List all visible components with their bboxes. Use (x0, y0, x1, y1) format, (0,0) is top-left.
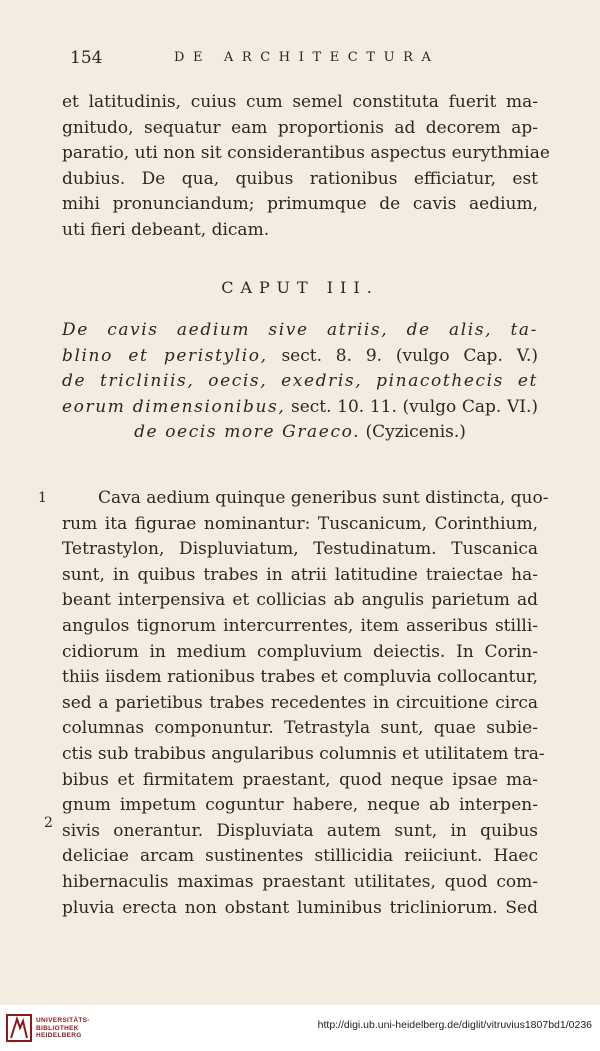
text-line: paratio, uti non sit considerantibus aspectus eurythmiae (62, 143, 550, 164)
summary-line (62, 395, 538, 421)
library-name-line: HEIDELBERG (36, 1032, 82, 1039)
library-name (36, 1017, 90, 1040)
text-line: dubius. De qua, quibus rationibus efficiatur, est (62, 168, 538, 189)
text-line: Cava aedium quinque generibus sunt distincta, quo- (98, 488, 549, 508)
text-line: bibus et firmitatem praestant, quod neque ipsae ma- (62, 769, 538, 790)
paragraph-main (62, 486, 549, 921)
margin-section-number: 2 (44, 815, 53, 831)
text-line: gnum impetum coguntur habere, neque ab interpen- (62, 795, 538, 816)
text-line: thiis iisdem rationibus trabes et compluvia collocantur, (62, 667, 538, 688)
summary-title: de oecis more Graeco. (134, 422, 361, 443)
summary-title: eorum dimensionibus, (62, 396, 286, 417)
footer-bar (0, 1005, 600, 1051)
chapter-summary (62, 318, 538, 446)
university-logo-icon[interactable] (6, 1014, 32, 1042)
text-line: angulos tignorum intercurrentes, item asseribus stilli- (62, 615, 538, 636)
summary-line (62, 369, 538, 395)
text-line: Tetrastylon, Displuviatum, Testudinatum. Tuscanica (62, 539, 538, 560)
summary-line (62, 344, 538, 370)
paragraph-intro (62, 90, 550, 244)
summary-title: blino et peristylio, (62, 345, 268, 366)
library-name-line: UNIVERSITÄTS- (36, 1017, 90, 1024)
chapter-heading: CAPUT III. (221, 278, 379, 297)
library-name-line: BIBLIOTHEK (36, 1024, 79, 1032)
text-line: sivis onerantur. Displuviata autem sunt, in quibus (62, 820, 538, 841)
running-title: DE ARCHITECTURA (174, 50, 440, 65)
text-line: gnitudo, sequatur eam proportionis ad decorem ap- (62, 117, 538, 138)
text-line: hibernaculis maximas praestant utilitates, quod com- (62, 871, 538, 892)
section-reference: sect. 10. 11. (vulgo Cap. VI.) (290, 396, 539, 417)
text-line: uti fieri debeant, dicam. (62, 219, 270, 240)
page-header (70, 48, 540, 70)
section-reference: sect. 8. 9. (vulgo Cap. V.) (281, 345, 538, 366)
text-line: sed a parietibus trabes recedentes in circuitione circa (62, 692, 538, 713)
section-reference: (Cyzicenis.) (365, 422, 466, 443)
source-url-link[interactable]: http://digi.ub.uni-heidelberg.de/diglit/vitruvius1807bd1/0236 (317, 1019, 592, 1031)
summary-title: De cavis aedium sive atriis, de alis, ta- (62, 320, 538, 340)
summary-line (62, 318, 538, 344)
text-line: pluvia erecta non obstant luminibus tricliniorum. Sed (62, 897, 538, 918)
text-line: sunt, in quibus trabes in atrii latitudine traiectae ha- (62, 564, 538, 585)
summary-title: de tricliniis, oecis, exedris, pinacothecis et (62, 371, 538, 392)
text-line: et latitudinis, cuius cum semel constituta fuerit ma- (62, 92, 538, 112)
text-line: rum ita figurae nominantur: Tuscanicum, Corinthium, (62, 513, 538, 534)
text-line: columnas componuntur. Tetrastyla sunt, quae subie- (62, 718, 538, 739)
text-line: beant interpensiva et collicias ab angulis parietum ad (62, 590, 538, 611)
page-number: 154 (70, 48, 103, 68)
text-line: cidiorum in medium compluvium deiectis. In Corin- (62, 641, 538, 662)
text-line: mihi pronunciandum; primumque de cavis aedium, (62, 194, 538, 215)
text-line: ctis sub trabibus angularibus columnis et utilitatem tra- (62, 743, 545, 764)
margin-section-number: 1 (38, 490, 47, 506)
text-line: deliciae arcam sustinentes stillicidia reiiciunt. Haec (62, 846, 538, 867)
summary-line (62, 420, 538, 446)
